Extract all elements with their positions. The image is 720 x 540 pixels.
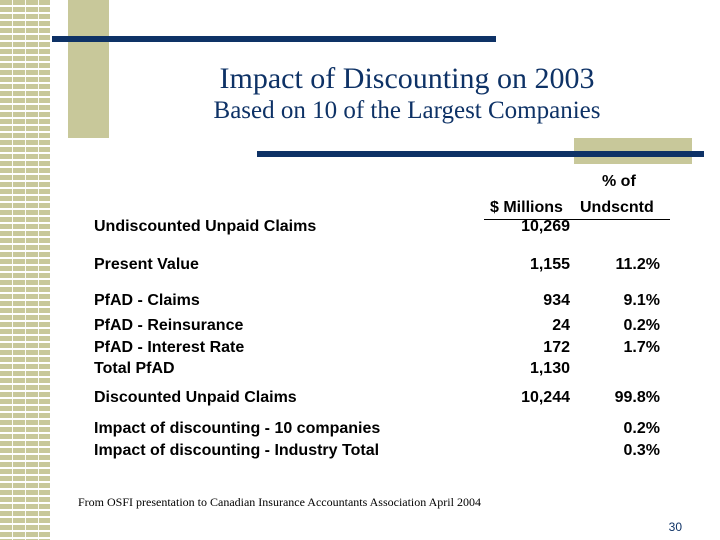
header-millions: $ Millions (490, 199, 563, 216)
decorative-bar-top (52, 36, 496, 42)
table-row (0, 218, 720, 238)
slide-title: Impact of Discounting on 2003 (219, 62, 595, 95)
row-label: PfAD - Reinsurance (94, 317, 244, 334)
row-millions: 1,155 (529, 256, 570, 273)
row-millions: 10,244 (521, 389, 570, 406)
row-millions: 934 (543, 292, 570, 309)
row-millions: 172 (543, 339, 570, 356)
row-pct: 0.3% (623, 442, 660, 459)
table-row (0, 256, 720, 276)
decorative-bar-bottom (257, 151, 704, 157)
page-number: 30 (668, 520, 682, 534)
table-row (0, 339, 720, 359)
row-label: Impact of discounting - Industry Total (94, 442, 380, 459)
table-row (0, 420, 720, 440)
slide-subtitle: Based on 10 of the Largest Companies (213, 97, 601, 124)
row-millions: 10,269 (521, 218, 570, 235)
row-label: PfAD - Claims (94, 292, 200, 309)
row-millions: 1,130 (529, 360, 570, 377)
row-label: Impact of discounting - 10 companies (94, 420, 381, 437)
row-pct: 11.2% (615, 256, 660, 273)
row-label: Total PfAD (94, 360, 175, 377)
header-pct-of: % of (602, 173, 636, 190)
row-label: PfAD - Interest Rate (94, 339, 245, 356)
header-undscntd: Undscntd (580, 199, 654, 216)
table-row (0, 360, 720, 380)
source-footnote: From OSFI presentation to Canadian Insurance Accountants Association April 2004 (78, 495, 481, 509)
row-pct: 1.7% (623, 339, 660, 356)
row-pct: 0.2% (623, 317, 660, 334)
table-row (0, 389, 720, 409)
row-label: Undiscounted Unpaid Claims (94, 218, 317, 235)
row-pct: 99.8% (614, 389, 660, 406)
table-row (0, 292, 720, 312)
row-millions: 24 (552, 317, 570, 334)
row-label: Discounted Unpaid Claims (94, 389, 297, 406)
row-pct: 9.1% (623, 292, 660, 309)
table-row (0, 442, 720, 462)
table-row (0, 317, 720, 337)
row-pct: 0.2% (623, 420, 660, 437)
row-label: Present Value (94, 256, 199, 273)
